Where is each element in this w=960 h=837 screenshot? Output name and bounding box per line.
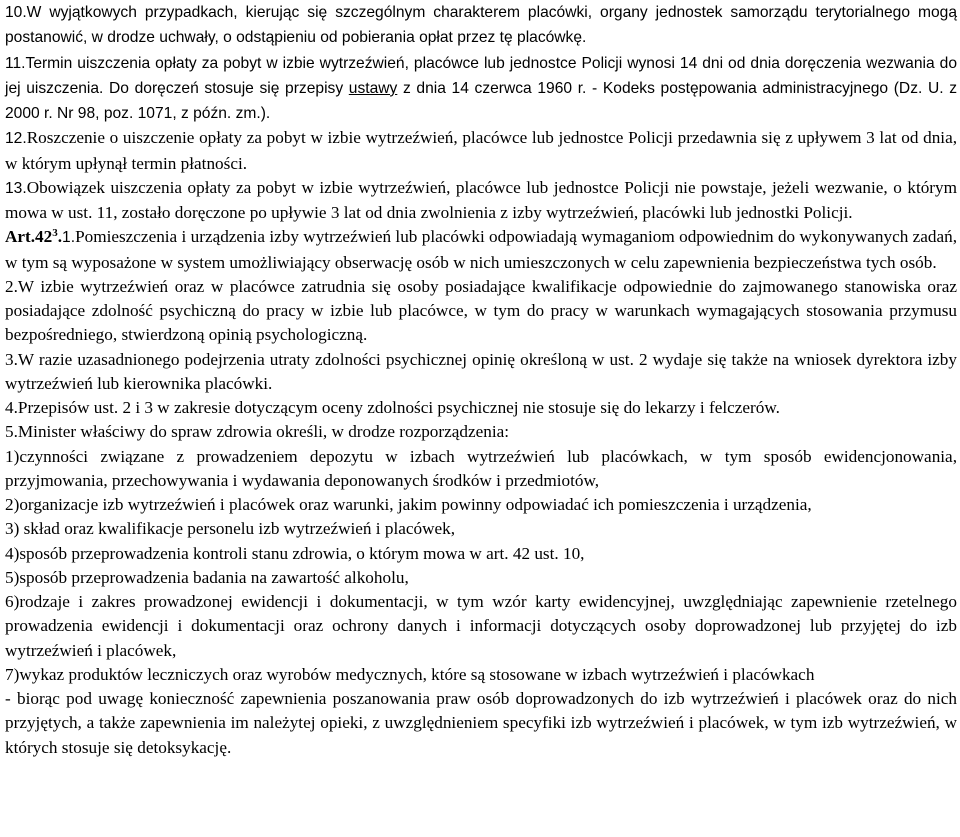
list-item-2: 2)organizacje izb wytrzeźwień i placówek oraz warunki, jakim powinny odpowiadać ich pomieszczenia i urządzenia, bbox=[5, 495, 812, 514]
paragraph-11 bbox=[5, 51, 957, 127]
list-item-5: 5)sposób przeprowadzenia badania na zawartość alkoholu, bbox=[5, 567, 409, 587]
paragraph-13-number: 13. bbox=[5, 179, 27, 197]
article-paragraph-1-text: Pomieszczenia i urządzenia izby wytrzeźwień lub placówki odpowiadają wymaganiom odpowiednim do wykonywanych zadań, w tym są wyposażone w system umożliwiający obserwację osób w nich umieszczonych w celu zapewnienia bezpieczeństwa tych osób. bbox=[5, 227, 957, 272]
document-page bbox=[5, 0, 957, 760]
paragraph-11-text-2: Do doręczeń stosuje się przepisy bbox=[109, 79, 349, 97]
list-item-4: 4)sposób przeprowadzenia kontroli stanu zdrowia, o którym mowa w art. 42 ust. 10, bbox=[5, 543, 585, 563]
ustawy-link[interactable]: ustawy bbox=[348, 79, 398, 97]
article-dot: . bbox=[57, 227, 63, 247]
paragraph-12-text: Roszczenie o uiszczenie opłaty za pobyt w izbie wytrzeźwień, placówce lub jednostce Policji przedawnia się z upływem 3 lat od dnia, w którym upłynął termin płatności. bbox=[5, 128, 957, 173]
paragraph-11-text-1: 11.Termin uiszczenia opłaty za pobyt w izbie wytrzeźwień, placówce lub jednostce Policji wynosi 14 dni od dnia doręczenia wezwania do jej uiszczenia. bbox=[5, 54, 957, 97]
list-item-7: 7)wykaz produktów leczniczych oraz wyrobów medycznych, które są stosowane w izbach wytrzeźwień i placówkach bbox=[5, 664, 815, 684]
paragraph-10 bbox=[5, 0, 957, 51]
article-paragraph-1-number: 1. bbox=[62, 229, 76, 247]
list-item-6: 6)rodzaje i zakres prowadzonej ewidencji i dokumentacji, w tym wzór karty ewidencyjnej, uwzględniając zapewnienie rzetelnego prowadzenia ewidencji i dokumentacji oraz ochrony danych i informacji dotyczących osoby doprowadzonej lub przyjętej do izb wytrzeźwień i placówek, bbox=[5, 592, 957, 660]
paragraph-12 bbox=[5, 126, 957, 176]
paragraph-10-text: 10.W wyjątkowych przypadkach, kierując się szczególnym charakterem placówki, organy jednostek samorządu terytorialnego mogą postanowić, w drodze uchwały, o odstąpieniu od pobierania opłat przez tę placówkę. bbox=[5, 4, 957, 47]
paragraph-2: 2.W izbie wytrzeźwień oraz w placówce zatrudnia się osoby posiadające kwalifikacje odpowiednie do zajmowanego stanowiska oraz posiadające zdolność psychiczną do pracy w izbie lub placówce, w tym do pracy w warunkach wymagających stosowania przymusu bezpośredniego, stwierdzoną opinią psychologiczną. bbox=[5, 276, 957, 345]
paragraph-4: 4.Przepisów ust. 2 i 3 w zakresie dotyczącym oceny zdolności psychicznej nie stosuje się do lekarzy i felczerów. bbox=[5, 398, 780, 417]
paragraph-13-text: Obowiązek uiszczenia opłaty za pobyt w izbie wytrzeźwień, placówce lub jednostce Policji nie powstaje, jeżeli wezwanie, o którym mowa w ust. 11, zostało doręczone po upływie 3 lat od dnia zwolnienia z izby wytrzeźwień, placówki lub jednostki Policji. bbox=[5, 177, 957, 222]
list-item-1: 1)czynności związane z prowadzeniem depozytu w izbach wytrzeźwień lub placówkach, w tym sposób ewidencjonowania, przyjmowania, przechowywania i wydawania deponowanych środków i przedmiotów, bbox=[5, 446, 957, 490]
paragraph-12-number: 12. bbox=[5, 130, 27, 148]
list-item-3: 3) skład oraz kwalifikacje personelu izb wytrzeźwień i placówek, bbox=[5, 519, 456, 539]
closing-clause: - biorąc pod uwagę konieczność zapewnienia poszanowania praw osób doprowadzonych do izb wytrzeźwień i placówek oraz do nich przyjętych, a także zapewnienia im należytej opieki, z uwzględnieniem specyfiki izb wytrzeźwień i placówek, w tym izb wytrzeźwień, w których stosuje się detoksykację. bbox=[5, 689, 957, 757]
paragraph-13 bbox=[5, 176, 957, 226]
paragraph-5: 5.Minister właściwy do spraw zdrowia określi, w drodze rozporządzenia: bbox=[5, 422, 510, 442]
paragraph-3: 3.W razie uzasadnionego podejrzenia utraty zdolności psychicznej opinię określoną w ust. 2 wydaje się także na wniosek dyrektora izby wytrzeźwień lub kierownika placówki. bbox=[5, 349, 957, 393]
paragraph-11-text-3: z dnia 14 czerwca 1960 r. - Kodeks postępowania administracyjnego (Dz. U. z 2000 r. Nr 98, poz. 1071, z późn. zm.). bbox=[5, 79, 958, 122]
article-superscript: 3 bbox=[52, 227, 58, 240]
article-label: Art.42 bbox=[5, 227, 53, 247]
article-42-3-paragraph-1 bbox=[5, 225, 957, 275]
